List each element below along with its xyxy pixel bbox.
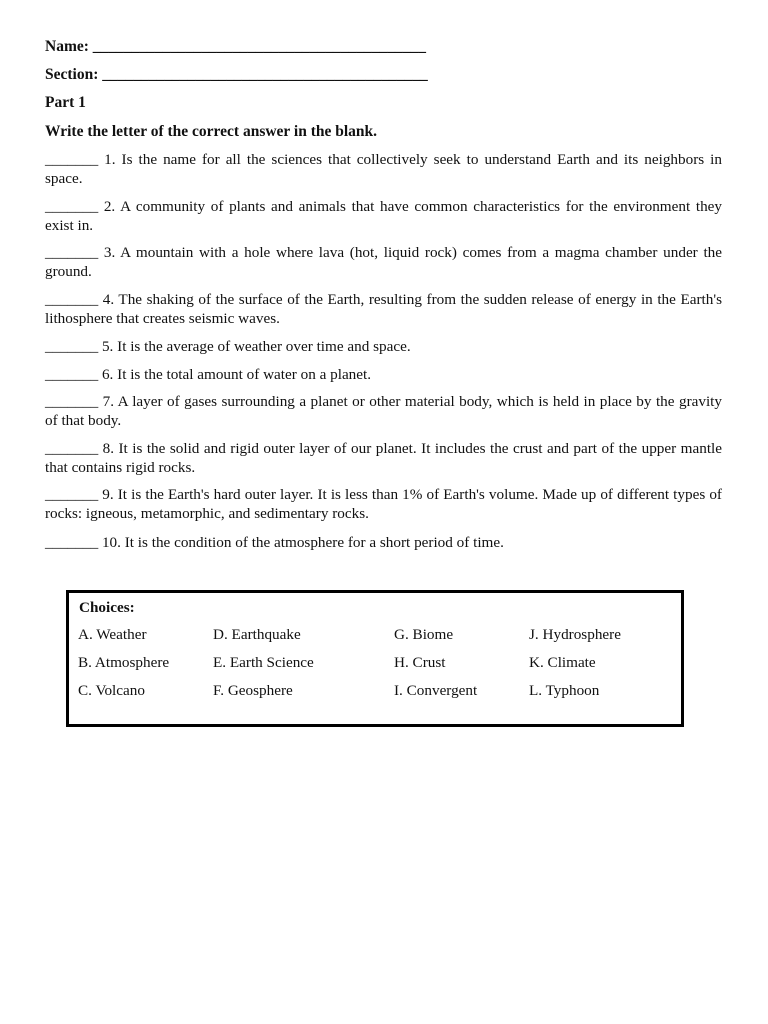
choices-box [66,590,684,727]
question-item: _______ 4. The shaking of the surface of the Earth, resulting from the sudden release of energy in the Earth's lithosphere that creates seismic waves. [45,291,722,327]
choice-item: L. Typhoon [529,682,600,699]
choice-item: F. Geosphere [213,682,293,699]
question-item: _______ 8. It is the solid and rigid outer layer of our planet. It includes the crust and part of the upper mantle that contains rigid rocks. [45,440,722,476]
choice-item: E. Earth Science [213,654,314,671]
question-item: _______ 9. It is the Earth's hard outer layer. It is less than 1% of Earth's volume. Made up of different types of rocks: igneous, metamorphic, and sedimentary rocks. [45,486,722,522]
choice-item: K. Climate [529,654,596,671]
question-item: _______ 10. It is the condition of the atmosphere for a short period of time. [45,534,504,551]
choices-title: Choices: [79,599,135,616]
choice-item: H. Crust [394,654,446,671]
choice-item: G. Biome [394,626,454,643]
choice-item: A. Weather [78,626,147,643]
choice-item: D. Earthquake [213,626,301,643]
choice-item: C. Volcano [78,682,145,699]
question-item: _______ 7. A layer of gases surrounding a planet or other material body, which is held in place by the gravity of that body. [45,393,722,429]
choice-item: I. Convergent [394,682,478,699]
question-item: _______ 3. A mountain with a hole where lava (hot, liquid rock) comes from a magma chamber under the ground. [45,244,722,280]
instruction-text: Write the letter of the correct answer in the blank. [45,123,378,140]
question-item: _______ 6. It is the total amount of water on a planet. [45,366,372,383]
choice-item: B. Atmosphere [78,654,170,671]
part-heading: Part 1 [45,94,86,111]
question-item: _______ 1. Is the name for all the sciences that collectively seek to understand Earth and its neighbors in space. [45,151,722,187]
name-field: Name: ___________________________________________ [45,38,427,55]
question-item: _______ 2. A community of plants and animals that have common characteristics for the environment they exist in. [45,198,722,234]
section-field: Section: __________________________________________ [45,66,428,83]
choice-item: J. Hydrosphere [529,626,621,643]
question-item: _______ 5. It is the average of weather over time and space. [45,338,411,355]
